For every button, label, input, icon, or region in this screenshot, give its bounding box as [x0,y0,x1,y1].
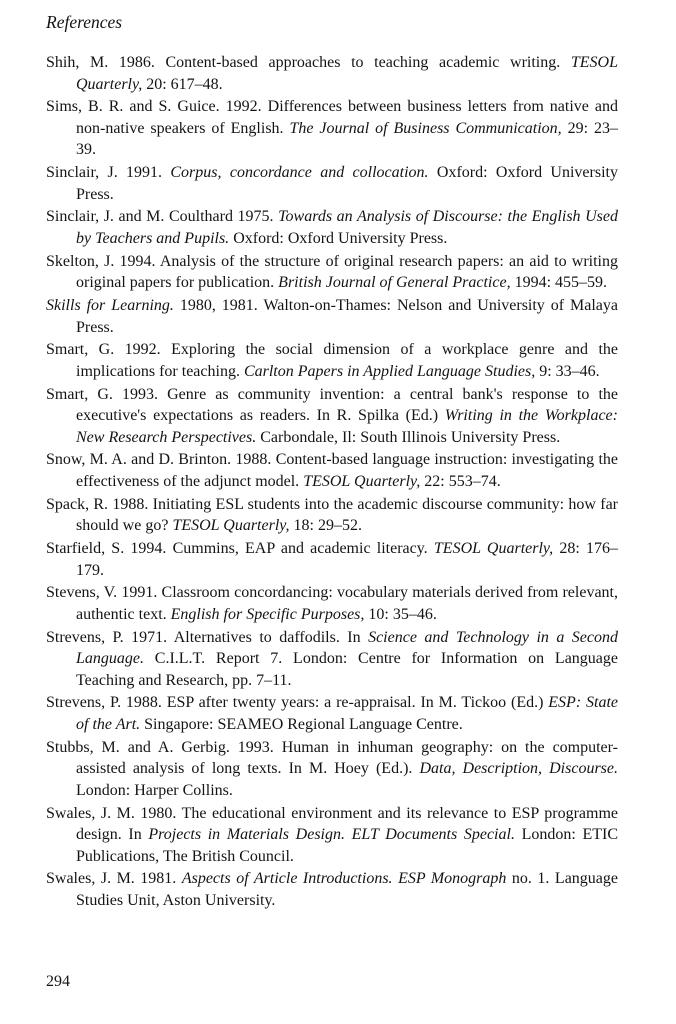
reference-text: Strevens, P. 1988. ESP after twenty years: a re-appraisal. In M. Tickoo (Ed.) [46,694,549,712]
reference-entry [46,582,618,625]
reference-text: Oxford: Oxford University Press. [229,230,448,248]
reference-entry [46,692,618,735]
reference-title-italic: TESOL Quarterly, [433,540,554,557]
reference-text: London: Harper Collins. [76,781,233,799]
reference-text: Stubbs, M. and A. Gerbig. 1993. Human in inhuman geography: on the computer-assisted analysis of long texts. In M. Hoey (Ed.). [46,738,618,778]
reference-entry [46,803,618,868]
reference-text: Starfield, S. 1994. Cummins, EAP and academic literacy. [46,540,434,557]
reference-text: Smart, G. 1992. Exploring the social dimension of a workplace genre and the implications for teaching. [46,341,618,380]
reference-text: Spack, R. 1988. Initiating ESL students into the academic discourse community: how far should we go? [46,495,618,535]
reference-text: 28: 176–179. [76,540,618,579]
reference-entry [46,737,618,802]
reference-text: 1980, 1981. Walton-on-Thames: Nelson and University of Malaya Press. [76,297,618,336]
reference-entry [46,206,618,249]
reference-entry [46,162,618,205]
reference-entry [46,384,618,449]
reference-text: Snow, M. A. and D. Brinton. 1988. Content-based language instruction: investigating the effectiveness of the adjunct model. [46,451,618,491]
book-page [46,0,618,1024]
reference-entry [46,339,618,382]
reference-entry [46,494,618,537]
reference-text: Strevens, P. 1971. Alternatives to daffodils. In [46,628,369,646]
page-number: 294 [46,973,70,990]
reference-text: Swales, J. M. 1981. [46,870,182,888]
reference-entry [46,449,618,492]
reference-text: Oxford: Oxford University Press. [76,164,618,203]
reference-list [46,52,618,913]
reference-text: Skelton, J. 1994. Analysis of the structure of original research papers: an aid to writing original papers for publication. [46,252,618,292]
reference-title-italic: Projects in Materials Design. ELT Documents Special. [148,826,515,844]
reference-entry [46,627,618,692]
reference-title-italic: Skills for Learning. [46,297,174,314]
reference-text: Carbondale, Il: South Illinois University Press. [256,428,561,446]
reference-title-italic: Aspects of Article Introductions. ESP Monograph [181,870,507,888]
reference-text: C.I.L.T. Report 7. London: Centre for Information on Language Teaching and Research, pp. 7–11. [76,650,618,689]
reference-text: Sinclair, J. and M. Coulthard 1975. [46,208,279,226]
reference-title-italic: English for Specific Purposes, [170,605,365,623]
reference-title-italic: ESP: State of the Art. [76,694,618,734]
reference-text: 9: 33–46. [535,362,600,380]
reference-title-italic: Data, Description, Discourse. [419,760,618,778]
reference-title-italic: Science and Technology in a Second Language. [76,628,618,668]
reference-text: London: ETIC Publications, The British Council. [76,826,618,865]
reference-text: Smart, G. 1993. Genre as community invention: a central bank's response to the executive's expectations as readers. In R. Spilka (Ed.) [46,385,618,425]
reference-text: Swales, J. M. 1980. The educational environment and its relevance to ESP programme design. In [46,804,618,844]
reference-text: no. 1. Language Studies Unit, Aston University. [76,870,619,910]
running-head: References [46,12,123,32]
reference-entry [46,868,618,911]
reference-text: Sinclair, J. 1991. [46,164,171,182]
reference-title-italic: The Journal of Business Communication, [289,119,562,137]
reference-title-italic: Corpus, concordance and collocation. [170,164,429,182]
reference-text: 29: 23–39. [76,119,618,159]
reference-title-italic: Carlton Papers in Applied Language Studies, [243,362,536,380]
reference-text: 1994: 455–59. [510,274,608,292]
reference-entry [46,538,618,581]
reference-entry [46,52,618,95]
reference-title-italic: Writing in the Workplace: New Research Perspectives. [76,407,618,446]
reference-text: Singapore: SEAMEO Regional Language Centre. [140,716,463,734]
reference-title-italic: TESOL Quarterly, [303,473,421,491]
reference-text: Shih, M. 1986. Content-based approaches to teaching academic writing. [46,54,571,71]
reference-text: Stevens, V. 1991. Classroom concordancing: vocabulary materials derived from relevant, authentic text. [46,584,618,623]
reference-text: Sims, B. R. and S. Guice. 1992. Differences between business letters from native and non-native speakers of English. [46,98,618,137]
reference-title-italic: TESOL Quarterly, [76,54,618,93]
reference-text: 22: 553–74. [420,473,501,491]
reference-title-italic: British Journal of General Practice, [278,274,511,292]
reference-entry [46,251,618,294]
reference-title-italic: Towards an Analysis of Discourse: the English Used by Teachers and Pupils. [76,208,619,248]
reference-text: 18: 29–52. [289,517,362,535]
reference-text: 20: 617–48. [142,75,223,93]
reference-title-italic: TESOL Quarterly, [172,517,290,535]
reference-entry [46,96,618,161]
reference-text: 10: 35–46. [364,605,437,623]
reference-entry [46,295,618,338]
